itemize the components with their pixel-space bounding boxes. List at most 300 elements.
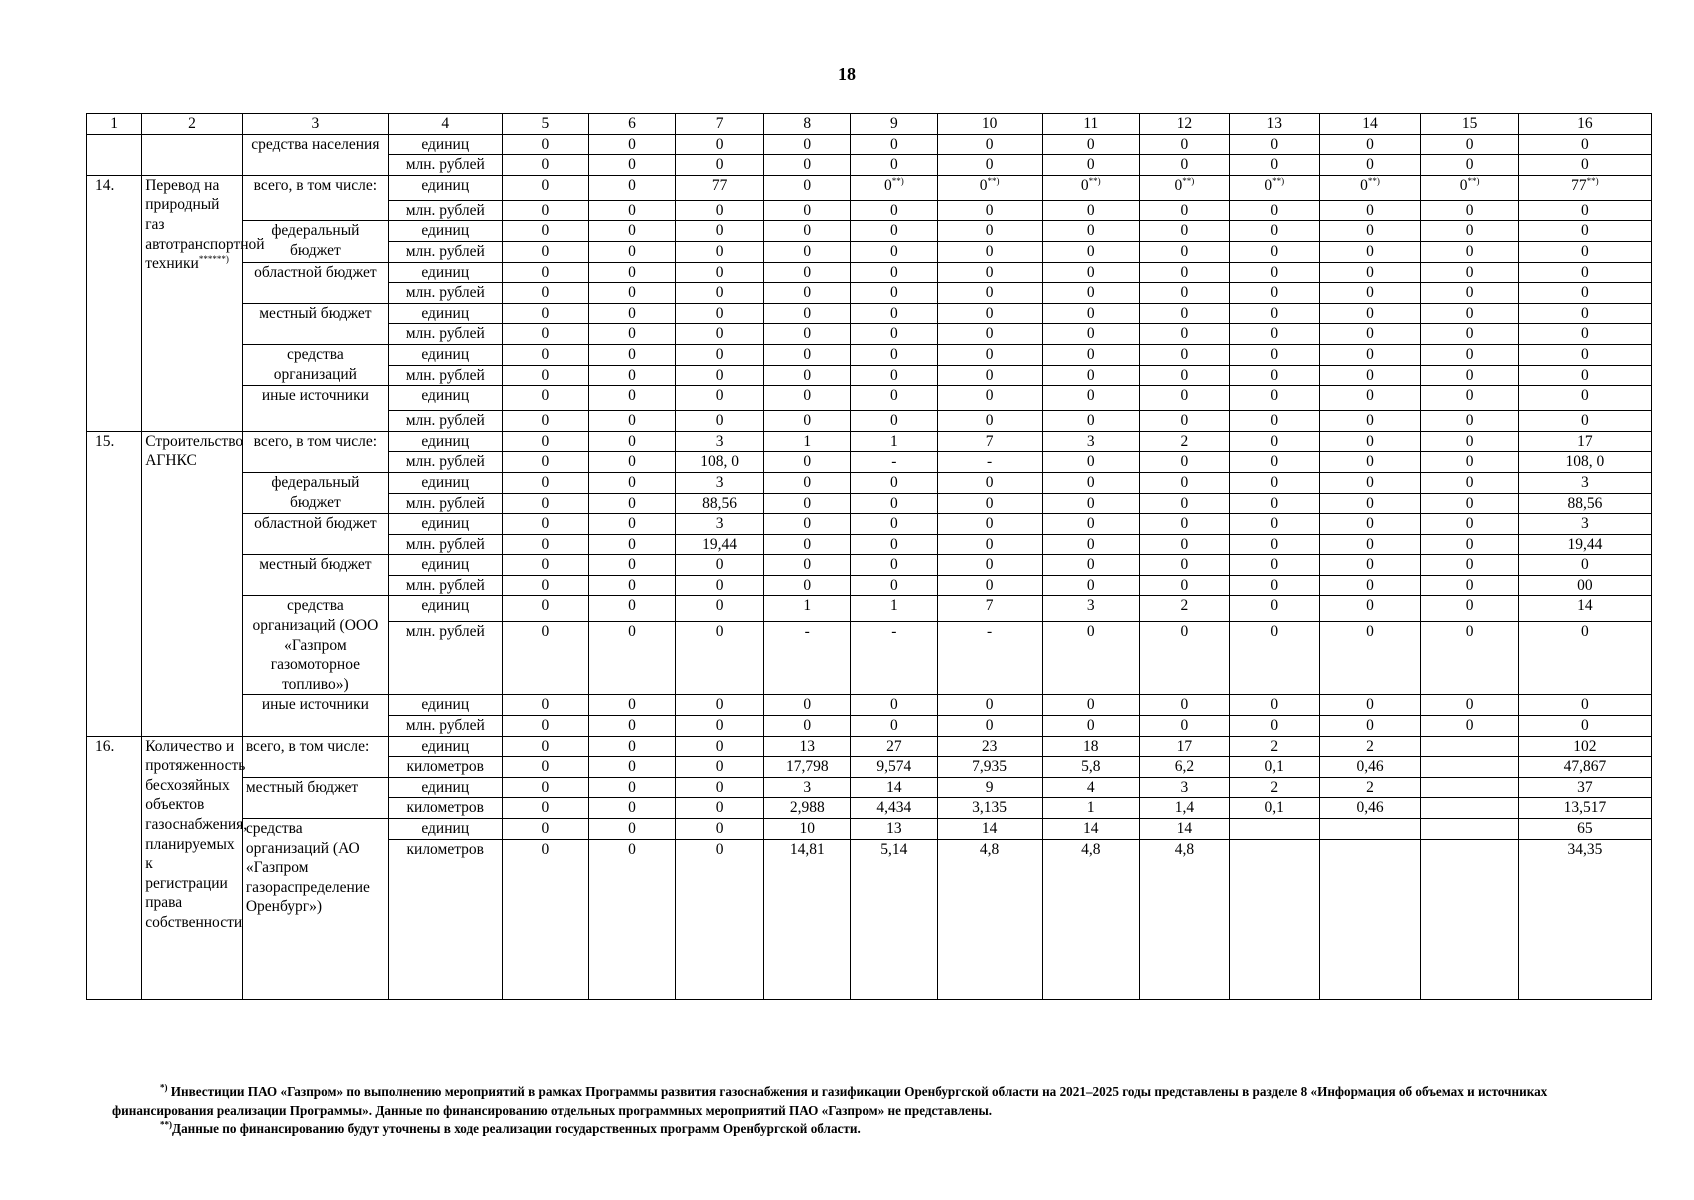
- value-cell: 0: [1140, 134, 1230, 155]
- value-cell: 0: [1518, 716, 1651, 737]
- value-cell: 0: [937, 695, 1042, 716]
- value-cell: 0: [675, 736, 764, 757]
- value-cell: 0: [589, 575, 676, 596]
- value-cell: 2: [1319, 777, 1421, 798]
- value-cell: 0: [1140, 200, 1230, 221]
- value-cell: 0: [589, 283, 676, 304]
- value-cell: 0: [589, 365, 676, 386]
- value-cell: 0: [1518, 555, 1651, 576]
- value-cell: 0: [1518, 283, 1651, 304]
- value-cell: 0: [1042, 324, 1139, 345]
- value-cell: 0: [1140, 365, 1230, 386]
- header-cell: 15: [1421, 114, 1518, 135]
- value-cell: 0: [1518, 303, 1651, 324]
- footnotes: [112, 1083, 1582, 1139]
- unit-cell: млн. рублей: [388, 716, 502, 737]
- value-cell: 0,1: [1229, 798, 1319, 819]
- value-cell: 0: [764, 555, 851, 576]
- value-cell: 0: [1229, 134, 1319, 155]
- value-cell: 0: [764, 534, 851, 555]
- value-cell: 0: [851, 344, 938, 365]
- table-header-row: [87, 114, 1652, 135]
- value-cell: [1229, 819, 1319, 840]
- value-cell: 00: [1518, 575, 1651, 596]
- value-cell: 2: [1229, 736, 1319, 757]
- value-cell: 0: [502, 386, 589, 411]
- value-cell: 1: [764, 431, 851, 452]
- unit-cell: единиц: [388, 695, 502, 716]
- value-cell: 0: [851, 716, 938, 737]
- value-cell: 0**): [851, 175, 938, 200]
- value-cell: 0: [1319, 386, 1421, 411]
- value-cell: 0: [675, 262, 764, 283]
- value-cell: 0: [1421, 134, 1518, 155]
- value-cell: 0: [502, 411, 589, 432]
- value-cell: 0**): [937, 175, 1042, 200]
- value-cell: 0: [502, 716, 589, 737]
- value-cell: 3: [1518, 472, 1651, 493]
- value-cell: 0: [1518, 695, 1651, 716]
- table-row: [87, 819, 1652, 840]
- value-cell: -: [937, 452, 1042, 473]
- value-cell: 0: [1319, 134, 1421, 155]
- value-cell: 0: [589, 493, 676, 514]
- value-cell: 3: [1042, 596, 1139, 621]
- header-cell: 6: [589, 114, 676, 135]
- measure-name: Количество и протяженность бесхозяйных объектов газоснабжения, планируемых к регистрации права собственности: [145, 737, 248, 931]
- value-cell: 0: [675, 241, 764, 262]
- value-cell: 0: [589, 819, 676, 840]
- value-cell: 14,81: [764, 839, 851, 999]
- source-cell: областной бюджет: [242, 262, 388, 303]
- value-cell: 5,14: [851, 839, 938, 999]
- value-cell: 0: [675, 155, 764, 176]
- value-cell: 13: [764, 736, 851, 757]
- value-cell: 0: [1140, 303, 1230, 324]
- value-cell: 0: [589, 262, 676, 283]
- value-cell: 0: [675, 386, 764, 411]
- footnote-mark: **): [987, 175, 1000, 186]
- value-cell: 0: [502, 695, 589, 716]
- header-cell: 10: [937, 114, 1042, 135]
- header-cell: 9: [851, 114, 938, 135]
- value-cell: 0: [1140, 514, 1230, 535]
- value-cell: 0: [1421, 621, 1518, 695]
- value-cell: 0,46: [1319, 757, 1421, 778]
- value-cell: 0: [937, 283, 1042, 304]
- value-cell: 0: [1319, 241, 1421, 262]
- value-cell: 0: [675, 695, 764, 716]
- value-cell: 0: [851, 262, 938, 283]
- table-row: [87, 134, 1652, 155]
- value-cell: 3: [764, 777, 851, 798]
- value-cell: 0: [502, 134, 589, 155]
- source-cell: федеральный бюджет: [242, 221, 388, 262]
- source-cell: местный бюджет: [242, 777, 388, 818]
- value-cell: 0: [675, 575, 764, 596]
- value-cell: 0: [502, 798, 589, 819]
- value-cell: 0: [937, 344, 1042, 365]
- source-cell: местный бюджет: [242, 303, 388, 344]
- value-cell: 14: [851, 777, 938, 798]
- value-cell: 0: [675, 798, 764, 819]
- value-cell: 0: [1518, 621, 1651, 695]
- unit-cell: единиц: [388, 344, 502, 365]
- header-cell: 16: [1518, 114, 1651, 135]
- table-row: [87, 262, 1652, 283]
- unit-cell: единиц: [388, 431, 502, 452]
- value-cell: 0: [937, 134, 1042, 155]
- footnote-2: [112, 1120, 1582, 1139]
- value-cell: 0: [764, 134, 851, 155]
- value-cell: 0: [764, 365, 851, 386]
- value-cell: 0: [589, 241, 676, 262]
- value-cell: 0: [502, 175, 589, 200]
- value-cell: 88,56: [1518, 493, 1651, 514]
- value-cell: 0: [1518, 344, 1651, 365]
- value-cell: 0: [589, 175, 676, 200]
- value-cell: 0: [1319, 472, 1421, 493]
- value-cell: 0: [675, 283, 764, 304]
- value-cell: 0: [851, 386, 938, 411]
- value-cell: 0: [851, 221, 938, 242]
- header-cell: 4: [388, 114, 502, 135]
- value-cell: 0: [1042, 283, 1139, 304]
- value-cell: 0: [1421, 716, 1518, 737]
- value-cell: 0: [1319, 575, 1421, 596]
- value-cell: 3,135: [937, 798, 1042, 819]
- table-row: [87, 736, 1652, 757]
- value-cell: 0: [1319, 452, 1421, 473]
- value-cell: 0: [589, 798, 676, 819]
- measure-name-cell: [142, 175, 265, 431]
- value-cell: 23: [937, 736, 1042, 757]
- value-cell: 4,8: [1140, 839, 1230, 999]
- header-cell: 3: [242, 114, 388, 135]
- value-cell: 27: [851, 736, 938, 757]
- value-cell: 0: [937, 555, 1042, 576]
- value-cell: 0: [1421, 324, 1518, 345]
- value-cell: 18: [1042, 736, 1139, 757]
- value-cell: 1,4: [1140, 798, 1230, 819]
- value-cell: 13,517: [1518, 798, 1651, 819]
- value-cell: 0: [851, 514, 938, 535]
- value-cell: 0: [1140, 493, 1230, 514]
- header-cell: 5: [502, 114, 589, 135]
- value-cell: 17: [1518, 431, 1651, 452]
- value-cell: 0: [1421, 200, 1518, 221]
- unit-cell: млн. рублей: [388, 493, 502, 514]
- value-cell: 0: [675, 596, 764, 621]
- value-cell: 0: [937, 200, 1042, 221]
- value-cell: 0: [1229, 411, 1319, 432]
- unit-cell: единиц: [388, 596, 502, 621]
- value-cell: 0: [502, 431, 589, 452]
- value-cell: 0: [764, 575, 851, 596]
- value-cell: 0: [1319, 200, 1421, 221]
- footnote-mark: **): [1586, 175, 1599, 186]
- value-cell: 0: [502, 241, 589, 262]
- value-cell: 0: [589, 621, 676, 695]
- value-cell: 0: [1518, 221, 1651, 242]
- value-cell: 0: [1042, 303, 1139, 324]
- value-cell: -: [764, 621, 851, 695]
- value-cell: 108, 0: [1518, 452, 1651, 473]
- value-cell: 0: [851, 365, 938, 386]
- source-cell: средства организаций (АО «Газпром газораспределение Оренбург»): [242, 819, 388, 1000]
- value-cell: 0: [1140, 716, 1230, 737]
- value-cell: 0: [1229, 472, 1319, 493]
- value-cell: 14: [1042, 819, 1139, 840]
- unit-cell: километров: [388, 839, 502, 999]
- value-cell: 0: [589, 344, 676, 365]
- value-cell: 0: [764, 344, 851, 365]
- value-cell: 34,35: [1518, 839, 1651, 999]
- value-cell: 0: [675, 324, 764, 345]
- value-cell: 0: [1042, 514, 1139, 535]
- value-cell: 17,798: [764, 757, 851, 778]
- value-cell: 0: [675, 757, 764, 778]
- value-cell: 2: [1140, 431, 1230, 452]
- value-cell: 0: [502, 155, 589, 176]
- value-cell: 0: [502, 839, 589, 999]
- value-cell: 0: [1229, 493, 1319, 514]
- value-cell: 0: [502, 777, 589, 798]
- value-cell: 0: [589, 303, 676, 324]
- value-cell: 0: [1421, 155, 1518, 176]
- table-row: [87, 344, 1652, 365]
- value-cell: 0: [502, 534, 589, 555]
- value-cell: 0: [675, 621, 764, 695]
- value-cell: 0: [1518, 200, 1651, 221]
- source-cell: областной бюджет: [242, 514, 388, 555]
- value-cell: 0: [1518, 241, 1651, 262]
- measure-name: Перевод на природный газ автотранспортной техники: [145, 176, 265, 273]
- unit-cell: единиц: [388, 134, 502, 155]
- value-cell: 0: [675, 134, 764, 155]
- page-number: 18: [838, 64, 856, 84]
- value-cell: 65: [1518, 819, 1651, 840]
- value-cell: 0: [851, 324, 938, 345]
- value-cell: 0: [1229, 695, 1319, 716]
- table-row: [87, 514, 1652, 535]
- footnote-mark: **): [891, 175, 904, 186]
- value-cell: 0: [937, 472, 1042, 493]
- value-cell: 0: [1518, 134, 1651, 155]
- value-cell: 0: [589, 736, 676, 757]
- value-cell: 0: [675, 303, 764, 324]
- value-cell: 0: [1229, 241, 1319, 262]
- value-cell: 0: [502, 344, 589, 365]
- value-cell: 0: [1229, 514, 1319, 535]
- value-cell: 0: [1229, 431, 1319, 452]
- value-cell: 0: [1042, 716, 1139, 737]
- unit-cell: единиц: [388, 386, 502, 411]
- value-cell: 0: [1421, 221, 1518, 242]
- value-cell: 0: [589, 695, 676, 716]
- value-cell: 0: [1042, 241, 1139, 262]
- value-cell: [1421, 777, 1518, 798]
- unit-cell: млн. рублей: [388, 283, 502, 304]
- table-row: [87, 431, 1652, 452]
- value-cell: 0**): [1319, 175, 1421, 200]
- value-cell: 0: [937, 262, 1042, 283]
- value-cell: 2: [1229, 777, 1319, 798]
- value-cell: 0: [937, 324, 1042, 345]
- value-cell: 0: [675, 221, 764, 242]
- value-cell: 0: [1229, 200, 1319, 221]
- value-cell: 0: [1319, 596, 1421, 621]
- value-cell: -: [937, 621, 1042, 695]
- value-cell: 0: [1042, 262, 1139, 283]
- table-row: [87, 303, 1652, 324]
- value-cell: 0: [1421, 431, 1518, 452]
- value-cell: 0: [1140, 344, 1230, 365]
- value-cell: 2,988: [764, 798, 851, 819]
- footnote-mark: **): [1367, 175, 1380, 186]
- value-cell: 0: [502, 472, 589, 493]
- value-cell: 1: [764, 596, 851, 621]
- value-cell: 0: [1319, 621, 1421, 695]
- value-cell: 0: [1421, 386, 1518, 411]
- value-cell: 0: [1229, 303, 1319, 324]
- measure-name-cell: [142, 431, 243, 736]
- value-cell: 0: [764, 514, 851, 535]
- value-cell: 0: [1229, 386, 1319, 411]
- value-cell: -: [851, 452, 938, 473]
- value-cell: 0: [1319, 303, 1421, 324]
- table-row: [87, 386, 1652, 411]
- value-cell: 0: [589, 716, 676, 737]
- value-cell: 0: [1042, 221, 1139, 242]
- header-cell: 7: [675, 114, 764, 135]
- value-cell: 0: [1229, 221, 1319, 242]
- unit-cell: единиц: [388, 303, 502, 324]
- value-cell: 0: [764, 241, 851, 262]
- value-cell: 0: [502, 365, 589, 386]
- value-cell: 4,8: [937, 839, 1042, 999]
- value-cell: 0: [937, 303, 1042, 324]
- value-cell: 3: [675, 472, 764, 493]
- source-cell: всего, в том числе:: [242, 736, 388, 777]
- value-cell: 0: [937, 534, 1042, 555]
- value-cell: 0: [851, 534, 938, 555]
- value-cell: 0: [1421, 411, 1518, 432]
- value-cell: 108, 0: [675, 452, 764, 473]
- value-cell: 0: [589, 472, 676, 493]
- unit-cell: млн. рублей: [388, 621, 502, 695]
- value-cell: 0: [1319, 716, 1421, 737]
- value-cell: 0: [589, 411, 676, 432]
- value-cell: 0: [1140, 324, 1230, 345]
- value-cell: 2: [1319, 736, 1421, 757]
- value-cell: 0: [937, 411, 1042, 432]
- value-cell: 0: [1421, 303, 1518, 324]
- blank-num-cell: [87, 134, 142, 175]
- value-cell: 0: [1229, 283, 1319, 304]
- value-cell: 0: [675, 411, 764, 432]
- value-cell: 2: [1140, 596, 1230, 621]
- footnote-mark: **): [160, 1119, 172, 1130]
- value-cell: 102: [1518, 736, 1651, 757]
- value-cell: 0: [589, 777, 676, 798]
- value-cell: 0: [764, 324, 851, 345]
- value-cell: 0: [764, 200, 851, 221]
- unit-cell: млн. рублей: [388, 365, 502, 386]
- value-cell: 5,8: [1042, 757, 1139, 778]
- value-cell: 0: [675, 555, 764, 576]
- value-cell: 0: [1042, 555, 1139, 576]
- value-cell: 0: [502, 324, 589, 345]
- value-cell: 0: [1140, 283, 1230, 304]
- footnote-mark: **): [1182, 175, 1195, 186]
- value-cell: 0: [1518, 262, 1651, 283]
- value-cell: 0: [1229, 555, 1319, 576]
- value-cell: 0: [1140, 555, 1230, 576]
- unit-cell: единиц: [388, 472, 502, 493]
- value-cell: 6,2: [1140, 757, 1230, 778]
- value-cell: 0: [1319, 411, 1421, 432]
- value-cell: 0: [502, 493, 589, 514]
- value-cell: 9,574: [851, 757, 938, 778]
- value-cell: 0: [589, 200, 676, 221]
- table-row: [87, 472, 1652, 493]
- value-cell: 0: [589, 757, 676, 778]
- value-cell: 0: [1042, 621, 1139, 695]
- unit-cell: единиц: [388, 819, 502, 840]
- value-cell: 0: [937, 365, 1042, 386]
- value-cell: 0: [1319, 695, 1421, 716]
- value-cell: 14: [1140, 819, 1230, 840]
- value-cell: 0: [1319, 514, 1421, 535]
- value-cell: 0: [589, 514, 676, 535]
- value-cell: 0: [502, 819, 589, 840]
- header-cell: 12: [1140, 114, 1230, 135]
- value-cell: 0: [1140, 575, 1230, 596]
- value-cell: 3: [675, 514, 764, 535]
- source-cell: федеральный бюджет: [242, 472, 388, 513]
- unit-cell: единиц: [388, 514, 502, 535]
- unit-cell: млн. рублей: [388, 200, 502, 221]
- value-cell: 0: [764, 283, 851, 304]
- footnote-mark: ******): [198, 254, 229, 264]
- value-cell: 0: [502, 452, 589, 473]
- value-cell: 0: [851, 303, 938, 324]
- value-cell: 0: [502, 262, 589, 283]
- measure-name-cell: [142, 736, 248, 999]
- table-row: [87, 175, 1652, 200]
- unit-cell: млн. рублей: [388, 452, 502, 473]
- value-cell: 7,935: [937, 757, 1042, 778]
- value-cell: 14: [1518, 596, 1651, 621]
- value-cell: 0: [1229, 534, 1319, 555]
- value-cell: 0: [1229, 324, 1319, 345]
- unit-cell: млн. рублей: [388, 241, 502, 262]
- value-cell: 0: [1518, 386, 1651, 411]
- header-cell: 8: [764, 114, 851, 135]
- value-cell: 0: [675, 200, 764, 221]
- header-cell: 11: [1042, 114, 1139, 135]
- value-cell: 1: [851, 596, 938, 621]
- header-cell: 13: [1229, 114, 1319, 135]
- value-cell: 0: [589, 386, 676, 411]
- source-cell: иные источники: [242, 386, 388, 432]
- value-cell: 0: [764, 411, 851, 432]
- value-cell: 7: [937, 596, 1042, 621]
- value-cell: 0: [1042, 493, 1139, 514]
- value-cell: 14: [937, 819, 1042, 840]
- value-cell: 0: [851, 155, 938, 176]
